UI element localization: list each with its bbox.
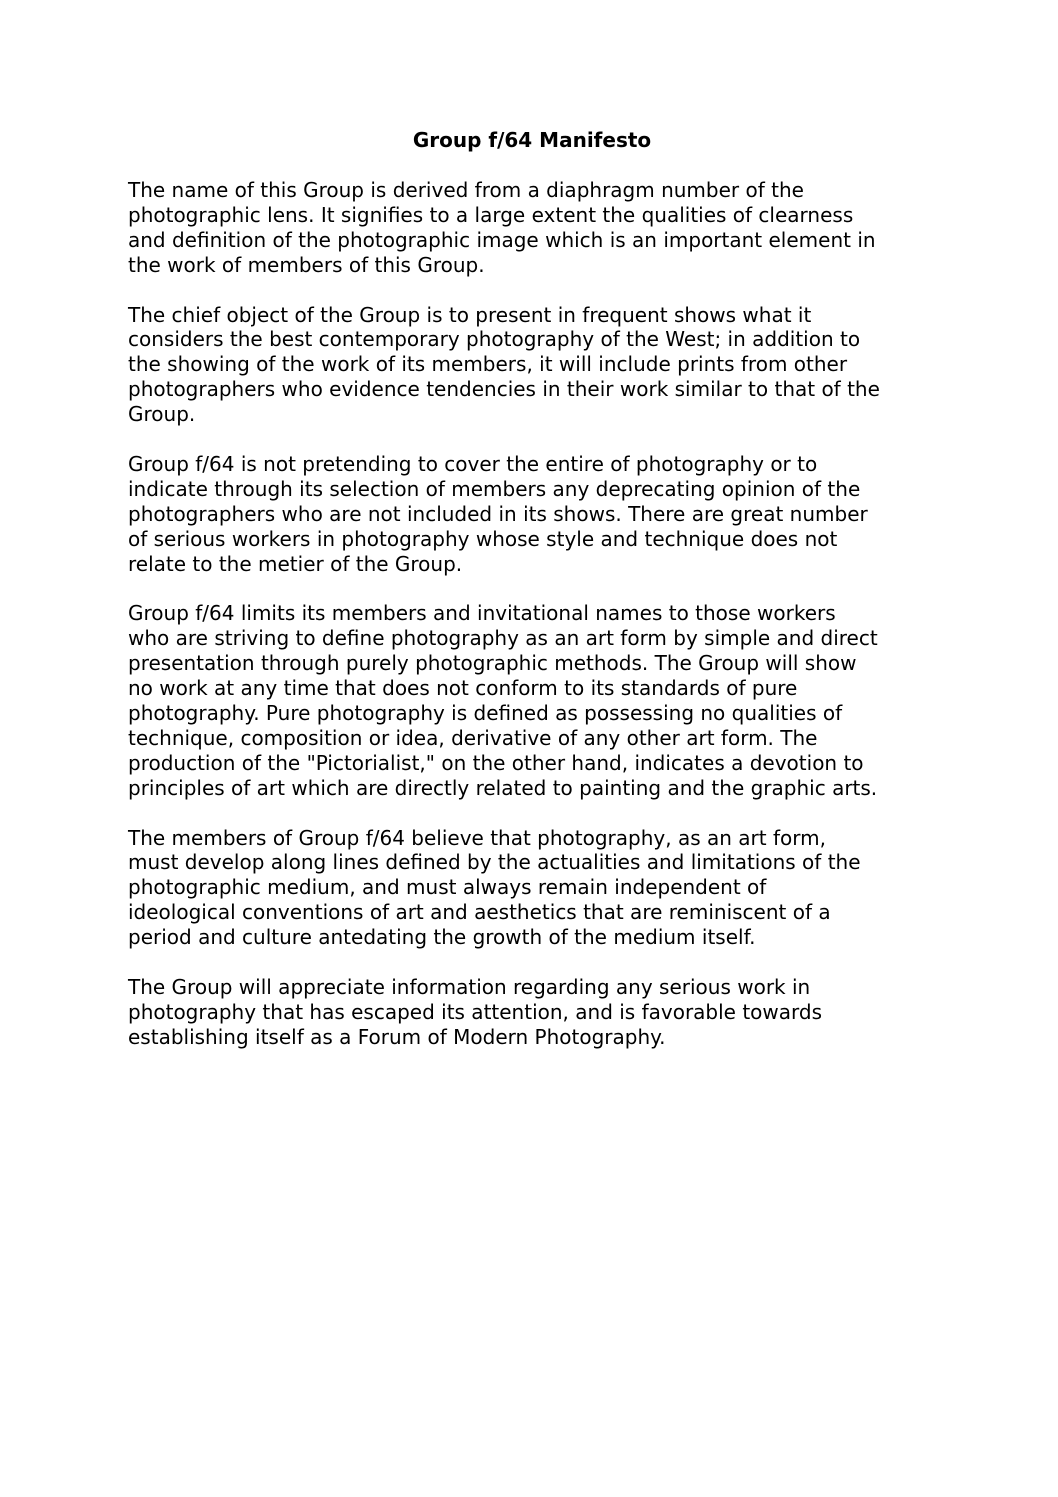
- paragraph-line: photographers who evidence tendencies in their work similar to that of the: [128, 377, 880, 402]
- paragraph-line: The members of Group f/64 believe that photography, as an art form,: [128, 825, 826, 850]
- paragraph-line: The name of this Group is derived from a diaphragm number of the: [128, 178, 804, 202]
- paragraph-line: photography that has escaped its attention, and is favorable towards: [128, 999, 823, 1024]
- paragraph-line: Group.: [128, 402, 196, 427]
- paragraph-line: presentation through purely photographic methods. The Group will show: [128, 651, 857, 676]
- paragraph-2: [128, 303, 936, 428]
- paragraph-line: who are striving to define photography as an art form by simple and direct: [128, 626, 878, 651]
- paragraph-line: the work of members of this Group.: [128, 252, 485, 277]
- paragraph-line: production of the "Pictorialist," on the other hand, indicates a devotion to: [128, 750, 864, 775]
- paragraph-6: [128, 975, 936, 1050]
- paragraph-line: technique, composition or idea, derivative of any other art form. The: [128, 725, 818, 750]
- paragraph-4: [128, 601, 936, 800]
- paragraph-line: ideological conventions of art and aesthetics that are reminiscent of a: [128, 900, 831, 925]
- paragraph-line: considers the best contemporary photography of the West; in addition to: [128, 327, 861, 352]
- paragraph-line: indicate through its selection of members any deprecating opinion of the: [128, 476, 861, 501]
- paragraph-line: The Group will appreciate information regarding any serious work in: [128, 974, 811, 999]
- paragraph-line: photographers who are not included in its shows. There are great number: [128, 501, 868, 526]
- paragraph-line: Group f/64 limits its members and invitational names to those workers: [128, 601, 836, 626]
- paragraph-line: photographic lens. It signifies to a large extent the qualities of clearness: [128, 202, 854, 227]
- paragraph-line: establishing itself as a Forum of Modern Photography.: [128, 1024, 666, 1049]
- paragraph-line: photographic medium, and must always remain independent of: [128, 875, 767, 900]
- paragraph-line: no work at any time that does not conform to its standards of pure: [128, 676, 798, 701]
- paragraph-1: [128, 178, 936, 278]
- paragraph-line: the showing of the work of its members, it will include prints from other: [128, 352, 848, 377]
- paragraph-line: and definition of the photographic image which is an important element in: [128, 227, 876, 252]
- paragraph-line: period and culture antedating the growth of the medium itself.: [128, 925, 756, 950]
- paragraph-line: of serious workers in photography whose style and technique does not: [128, 526, 838, 551]
- paragraph-line: must develop along lines defined by the actualities and limitations of the: [128, 850, 861, 875]
- document-body: [128, 126, 936, 1075]
- paragraph-line: photography. Pure photography is defined as possessing no qualities of: [128, 700, 843, 725]
- paragraph-5: [128, 826, 936, 951]
- paragraph-line: The chief object of the Group is to present in frequent shows what it: [128, 302, 812, 327]
- document-title: Group f/64 Manifesto: [412, 128, 652, 152]
- paragraph-line: principles of art which are directly related to painting and the graphic arts.: [128, 775, 878, 800]
- paragraph-line: Group f/64 is not pretending to cover the entire of photography or to: [128, 451, 818, 476]
- paragraph-3: [128, 452, 936, 577]
- paragraph-line: relate to the metier of the Group.: [128, 551, 463, 576]
